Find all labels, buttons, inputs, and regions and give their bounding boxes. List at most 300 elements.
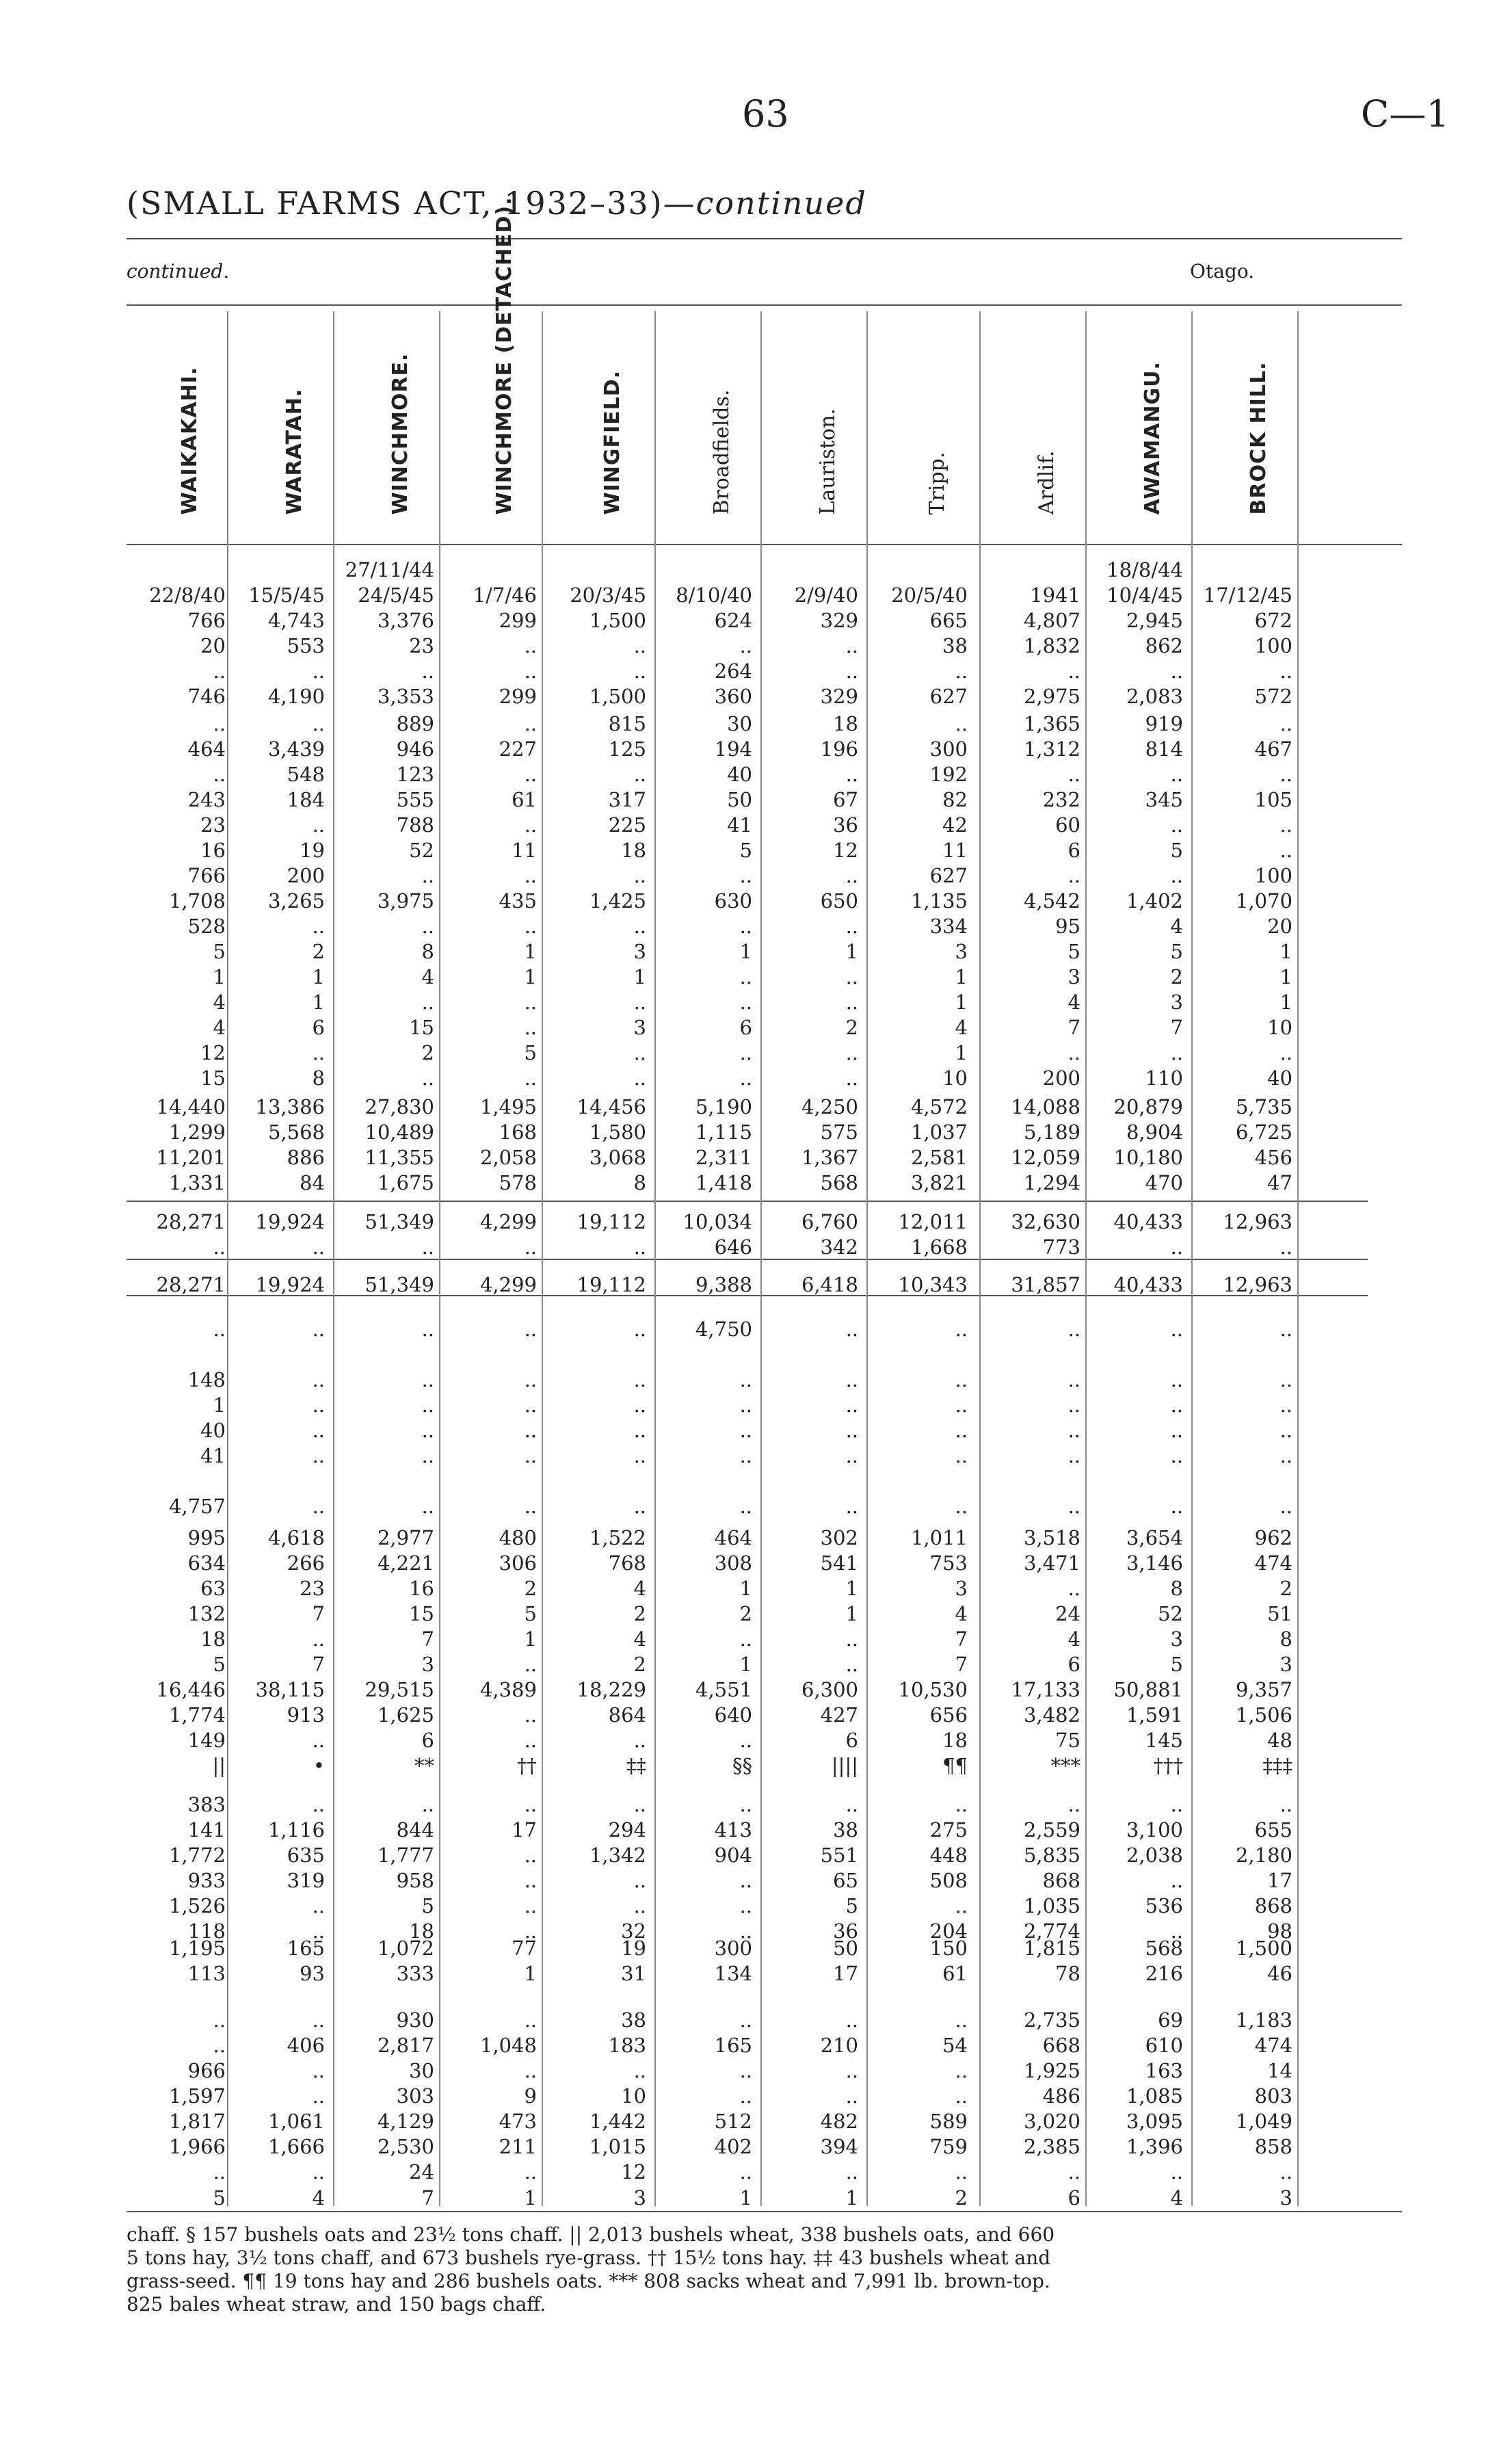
table-cell: .. bbox=[1170, 1419, 1183, 1442]
table-cell: 28,271 bbox=[156, 1210, 226, 1233]
table-cell: 4 bbox=[955, 1602, 968, 1625]
table-cell: 15/5/45 bbox=[248, 584, 325, 607]
table-cell: 5 bbox=[845, 1894, 858, 1917]
table-cell: 20 bbox=[200, 634, 226, 657]
block-column bbox=[764, 1317, 858, 1519]
table-cell: 32 bbox=[621, 1919, 646, 1943]
block-column bbox=[870, 1792, 968, 1944]
table-cell: .. bbox=[1067, 1444, 1080, 1467]
table-cell: .. bbox=[1279, 839, 1292, 862]
table-cell: 18 bbox=[200, 1627, 226, 1651]
table-cell: 20 bbox=[1267, 915, 1292, 938]
table-cell: 194 bbox=[714, 737, 752, 761]
table-cell: 14,440 bbox=[156, 1095, 226, 1118]
table-cell: .. bbox=[524, 2008, 537, 2032]
table-cell: 3 bbox=[1279, 2186, 1292, 2210]
table-cell: 858 bbox=[1254, 2135, 1292, 2158]
table-cell: 184 bbox=[287, 788, 325, 811]
header-bottom-rule bbox=[127, 544, 1402, 545]
table-cell: .. bbox=[312, 2008, 325, 2032]
table-cell: .. bbox=[524, 763, 537, 786]
table-cell: .. bbox=[421, 991, 434, 1014]
block-column bbox=[1089, 1792, 1183, 1944]
table-cell: 9,357 bbox=[1235, 1678, 1292, 1701]
table-cell: .. bbox=[1067, 1041, 1080, 1064]
table-cell: 11 bbox=[512, 839, 537, 862]
table-cell: 1,506 bbox=[1235, 1703, 1292, 1727]
table-cell: 4,129 bbox=[377, 2110, 434, 2133]
block-column bbox=[658, 1792, 752, 1944]
total-rule bbox=[127, 1201, 1368, 1202]
table-cell: 23 bbox=[300, 1577, 325, 1600]
table-cell: 1 bbox=[739, 1653, 752, 1676]
table-cell: 1,500 bbox=[589, 685, 646, 708]
block-column bbox=[230, 2186, 325, 2211]
table-cell: 266 bbox=[287, 1551, 325, 1575]
table-cell: 4 bbox=[1170, 2186, 1183, 2210]
table-cell: .. bbox=[955, 2084, 968, 2108]
table-cell: .. bbox=[524, 813, 537, 837]
block-column bbox=[336, 1209, 434, 1260]
table-cell: 541 bbox=[820, 1551, 858, 1575]
table-cell: 904 bbox=[714, 1844, 752, 1867]
table-cell: 41 bbox=[200, 1444, 226, 1467]
table-cell: 1,708 bbox=[168, 889, 226, 913]
table-cell bbox=[983, 1342, 1080, 1367]
block-column bbox=[1195, 2008, 1292, 2185]
table-cell: 192 bbox=[929, 763, 968, 786]
table-cell: 264 bbox=[714, 659, 752, 683]
table-cell: 63 bbox=[200, 1577, 226, 1600]
block-column bbox=[1089, 1936, 1183, 1987]
table-cell: 864 bbox=[608, 1703, 646, 1727]
table-cell: .. bbox=[524, 659, 537, 683]
table-cell: 3 bbox=[421, 1653, 434, 1676]
table-cell: 634 bbox=[187, 1551, 226, 1575]
table-cell: .. bbox=[1170, 1318, 1183, 1341]
column-header bbox=[1193, 328, 1299, 540]
block-column bbox=[1195, 1272, 1292, 1298]
table-cell: 1,675 bbox=[377, 1171, 434, 1194]
table-cell bbox=[1195, 558, 1292, 583]
block-column bbox=[1195, 1936, 1292, 1987]
table-cell: .. bbox=[955, 1393, 968, 1417]
table-cell: 627 bbox=[929, 685, 968, 708]
table-cell: .. bbox=[312, 1368, 325, 1391]
table-cell: 1 bbox=[1279, 940, 1292, 963]
table-cell: 650 bbox=[820, 889, 858, 913]
table-cell: .. bbox=[955, 712, 968, 735]
table-cell: 60 bbox=[1055, 813, 1080, 837]
table-cell: 3 bbox=[1170, 991, 1183, 1014]
table-cell: .. bbox=[312, 1729, 325, 1752]
block-column bbox=[545, 1936, 646, 1987]
table-cell: 3 bbox=[633, 940, 646, 963]
table-cell: 50 bbox=[833, 1937, 858, 1960]
table-cell: 2,977 bbox=[377, 1526, 434, 1549]
table-cell: 19,924 bbox=[255, 1210, 325, 1233]
table-cell: .. bbox=[1067, 864, 1080, 887]
table-cell: .. bbox=[1067, 2160, 1080, 2184]
table-cell: 5,190 bbox=[695, 1095, 752, 1118]
table-cell: 13,386 bbox=[255, 1095, 325, 1118]
table-cell: .. bbox=[739, 2084, 752, 2108]
column-header bbox=[656, 328, 762, 540]
table-cell: 640 bbox=[714, 1703, 752, 1727]
table-cell: .. bbox=[633, 864, 646, 887]
block-column bbox=[545, 558, 646, 709]
table-cell: .. bbox=[633, 1729, 646, 1752]
table-cell: .. bbox=[1067, 1577, 1080, 1600]
table-cell: 20,879 bbox=[1113, 1095, 1183, 1118]
table-cell: 125 bbox=[608, 737, 646, 761]
block-column bbox=[230, 1792, 325, 1944]
table-cell: 95 bbox=[1055, 915, 1080, 938]
column-divider bbox=[866, 311, 868, 2206]
table-cell: 2,817 bbox=[377, 2034, 434, 2057]
block-column bbox=[983, 558, 1080, 709]
block-column bbox=[983, 1792, 1080, 1944]
table-cell: .. bbox=[845, 1368, 858, 1391]
table-cell: .. bbox=[1279, 1793, 1292, 1816]
table-cell: 100 bbox=[1254, 634, 1292, 657]
table-cell: .. bbox=[1170, 864, 1183, 887]
block-column bbox=[658, 1272, 752, 1298]
table-cell: .. bbox=[312, 2084, 325, 2108]
table-cell: 12 bbox=[200, 1041, 226, 1064]
table-cell: ‡‡‡ bbox=[1262, 1754, 1292, 1777]
column-header bbox=[544, 328, 656, 540]
column-divider bbox=[979, 311, 981, 2206]
table-cell: 2,774 bbox=[1023, 1919, 1080, 1943]
block-column bbox=[658, 1936, 752, 1987]
table-cell bbox=[764, 1469, 858, 1494]
table-cell: 77 bbox=[512, 1937, 537, 1960]
table-cell: 1,591 bbox=[1126, 1703, 1183, 1727]
table-cell: .. bbox=[1067, 1793, 1080, 1816]
table-cell: 300 bbox=[714, 1937, 752, 1960]
table-cell: 1 bbox=[312, 991, 325, 1014]
table-cell: *** bbox=[1050, 1754, 1080, 1777]
table-cell: .. bbox=[739, 1368, 752, 1391]
table-cell: .. bbox=[739, 1869, 752, 1892]
table-cell: 75 bbox=[1055, 1729, 1080, 1752]
table-cell: 17 bbox=[512, 1818, 537, 1841]
table-cell: 225 bbox=[608, 813, 646, 837]
table-cell: 4 bbox=[633, 1577, 646, 1600]
table-cell: 30 bbox=[409, 2059, 434, 2082]
table-cell: 32,630 bbox=[1011, 1210, 1080, 1233]
block-column bbox=[764, 2008, 858, 2185]
table-cell: 294 bbox=[608, 1818, 646, 1841]
table-cell: .. bbox=[312, 1627, 325, 1651]
table-cell bbox=[764, 558, 858, 583]
table-cell: 3,376 bbox=[377, 609, 434, 632]
table-cell: 1,299 bbox=[168, 1120, 226, 1144]
table-cell: 200 bbox=[1042, 1066, 1080, 1090]
table-cell: 2,083 bbox=[1126, 685, 1183, 708]
table-cell: .. bbox=[1170, 1444, 1183, 1467]
table-cell: 646 bbox=[714, 1235, 752, 1259]
table-cell: 17/12/45 bbox=[1203, 584, 1292, 607]
table-cell: 2 bbox=[845, 1016, 858, 1039]
block-column bbox=[230, 1209, 325, 1260]
block-column bbox=[545, 1317, 646, 1519]
table-cell: .. bbox=[421, 915, 434, 938]
table-cell: 4,807 bbox=[1023, 609, 1080, 632]
block-column bbox=[230, 558, 325, 709]
table-cell: 243 bbox=[187, 788, 226, 811]
table-cell: 480 bbox=[499, 1526, 537, 1549]
table-cell: .. bbox=[845, 1627, 858, 1651]
table-cell: 14,456 bbox=[576, 1095, 646, 1118]
block-column bbox=[870, 1525, 968, 1779]
table-cell bbox=[983, 1469, 1080, 1494]
table-cell: .. bbox=[955, 659, 968, 683]
block-column bbox=[1195, 1792, 1292, 1944]
table-cell: 1 bbox=[524, 965, 537, 988]
table-cell: || bbox=[212, 1754, 226, 1777]
table-cell: .. bbox=[1279, 1041, 1292, 1064]
table-cell: .. bbox=[421, 1318, 434, 1341]
table-cell: 19,112 bbox=[576, 1210, 646, 1233]
table-cell: 110 bbox=[1145, 1066, 1183, 1090]
table-cell: .. bbox=[312, 1894, 325, 1917]
table-cell: 5 bbox=[213, 2186, 226, 2210]
table-cell: 1,195 bbox=[168, 1937, 226, 1960]
table-cell: 383 bbox=[187, 1793, 226, 1816]
table-cell: 862 bbox=[1145, 634, 1183, 657]
table-cell: .. bbox=[524, 1869, 537, 1892]
table-cell: .. bbox=[1170, 1393, 1183, 1417]
table-cell: 2,038 bbox=[1126, 1844, 1183, 1867]
table-cell: 12,963 bbox=[1223, 1210, 1292, 1233]
table-cell: .. bbox=[213, 1235, 226, 1259]
table-cell: 610 bbox=[1145, 2034, 1183, 2057]
table-cell: 200 bbox=[287, 864, 325, 887]
table-cell: 1 bbox=[213, 1393, 226, 1417]
table-cell: 1,049 bbox=[1235, 2110, 1292, 2133]
column-divider bbox=[542, 311, 543, 2206]
footnote-line: 825 bales wheat straw, and 150 bags chaff. bbox=[127, 2293, 546, 2316]
block-column bbox=[230, 2008, 325, 2185]
table-cell: .. bbox=[1279, 1368, 1292, 1391]
block-column bbox=[1089, 558, 1183, 709]
block-column bbox=[870, 1936, 968, 1987]
header-top-rule bbox=[127, 304, 1402, 306]
table-cell: 4,250 bbox=[801, 1095, 858, 1118]
table-cell: 467 bbox=[1254, 737, 1292, 761]
table-cell: 427 bbox=[820, 1703, 858, 1727]
table-cell: 54 bbox=[942, 2034, 968, 2057]
table-cell: .. bbox=[633, 1869, 646, 1892]
table-cell: 2,945 bbox=[1126, 609, 1183, 632]
table-cell: 4 bbox=[213, 1016, 226, 1039]
footnotes bbox=[127, 2223, 1426, 2316]
block-column bbox=[545, 1209, 646, 1260]
block-column bbox=[545, 1095, 646, 1196]
table-cell: 470 bbox=[1145, 1171, 1183, 1194]
table-cell: 18 bbox=[942, 1729, 968, 1752]
table-cell: .. bbox=[739, 634, 752, 657]
table-cell: .. bbox=[524, 712, 537, 735]
table-cell: 11,201 bbox=[156, 1146, 226, 1169]
table-cell: .. bbox=[955, 2008, 968, 2032]
table-cell: 1,048 bbox=[479, 2034, 537, 2057]
table-cell: 61 bbox=[942, 1962, 968, 1985]
table-cell: .. bbox=[312, 1318, 325, 1341]
table-cell: .. bbox=[845, 659, 858, 683]
block-column bbox=[983, 1209, 1080, 1260]
table-cell: .. bbox=[1170, 1368, 1183, 1391]
table-cell: .. bbox=[955, 2059, 968, 2082]
table-cell: 2 bbox=[633, 1653, 646, 1676]
table-cell: 3,482 bbox=[1023, 1703, 1080, 1727]
table-cell: 1,774 bbox=[168, 1703, 226, 1727]
table-cell: 38 bbox=[621, 2008, 646, 2032]
table-cell: .. bbox=[312, 1495, 325, 1518]
table-cell: .. bbox=[633, 1894, 646, 1917]
table-cell: 2 bbox=[633, 1602, 646, 1625]
table-cell: 5 bbox=[524, 1602, 537, 1625]
table-cell: 300 bbox=[929, 737, 968, 761]
table-cell: 52 bbox=[1158, 1602, 1183, 1625]
table-cell: 2,311 bbox=[695, 1146, 752, 1169]
table-cell: 4,542 bbox=[1023, 889, 1080, 913]
block-column bbox=[336, 1936, 434, 1987]
table-cell: 551 bbox=[820, 1844, 858, 1867]
table-cell: 886 bbox=[287, 1146, 325, 1169]
table-cell: .. bbox=[845, 634, 858, 657]
page-number: 63 bbox=[742, 92, 789, 135]
table-cell: 1/7/46 bbox=[473, 584, 537, 607]
table-cell: 589 bbox=[929, 2110, 968, 2133]
table-cell: 17 bbox=[1267, 1869, 1292, 1892]
table-cell: 8 bbox=[1279, 1627, 1292, 1651]
table-cell: 7 bbox=[955, 1653, 968, 1676]
table-cell: 958 bbox=[396, 1869, 434, 1892]
table-cell: 308 bbox=[714, 1551, 752, 1575]
table-cell: .. bbox=[845, 965, 858, 988]
table-cell: .. bbox=[633, 1793, 646, 1816]
table-cell: .. bbox=[845, 991, 858, 1014]
table-cell: .. bbox=[739, 1627, 752, 1651]
table-cell: 474 bbox=[1254, 1551, 1292, 1575]
table-cell: 655 bbox=[1254, 1818, 1292, 1841]
block-column bbox=[442, 558, 537, 709]
table-cell: 4 bbox=[633, 1627, 646, 1651]
table-cell: .. bbox=[1170, 1919, 1183, 1943]
column-header-label: WINCHMORE (DETACHED). bbox=[492, 196, 516, 515]
column-divider bbox=[760, 311, 762, 2206]
table-cell bbox=[1089, 1469, 1183, 1494]
table-cell: 4 bbox=[1067, 991, 1080, 1014]
table-cell: .. bbox=[845, 1495, 858, 1518]
table-cell: 1,035 bbox=[1023, 1894, 1080, 1917]
table-cell: 342 bbox=[820, 1235, 858, 1259]
column-divider bbox=[1191, 311, 1193, 2206]
table-cell: ¶¶ bbox=[942, 1754, 968, 1777]
table-cell: 82 bbox=[942, 788, 968, 811]
table-cell: 4,299 bbox=[479, 1210, 537, 1233]
column-header-label: BROCK HILL. bbox=[1246, 361, 1271, 515]
table-cell: 1,777 bbox=[377, 1844, 434, 1867]
table-cell: 4 bbox=[213, 991, 226, 1014]
column-header-label: AWAMANGU. bbox=[1140, 361, 1165, 515]
table-cell: 168 bbox=[499, 1120, 537, 1144]
table-cell: 17 bbox=[833, 1962, 858, 1985]
table-cell: 216 bbox=[1145, 1962, 1183, 1985]
table-cell: 1,396 bbox=[1126, 2135, 1183, 2158]
block-column bbox=[1195, 1209, 1292, 1260]
block-column bbox=[230, 1936, 325, 1987]
table-cell: 3,821 bbox=[910, 1171, 968, 1194]
table-cell: 12,059 bbox=[1011, 1146, 1080, 1169]
table-cell: 51 bbox=[1267, 1602, 1292, 1625]
table-cell: 5,568 bbox=[267, 1120, 325, 1144]
table-cell: 1 bbox=[739, 1577, 752, 1600]
table-cell: 24/5/45 bbox=[358, 584, 434, 607]
table-cell: 919 bbox=[1145, 712, 1183, 735]
table-cell: 145 bbox=[1145, 1729, 1183, 1752]
table-cell: 962 bbox=[1254, 1526, 1292, 1549]
table-cell: 12 bbox=[621, 2160, 646, 2184]
block-column bbox=[870, 2186, 968, 2211]
table-cell: .. bbox=[421, 1444, 434, 1467]
table-cell: 36 bbox=[833, 813, 858, 837]
table-cell: 36 bbox=[833, 1919, 858, 1943]
block-column bbox=[128, 1209, 226, 1260]
table-cell bbox=[128, 1469, 226, 1494]
column-header bbox=[335, 328, 441, 540]
table-cell: 16 bbox=[409, 1577, 434, 1600]
table-cell: 2,735 bbox=[1023, 2008, 1080, 2032]
block-column bbox=[1195, 2186, 1292, 2211]
table-cell: 3,100 bbox=[1126, 1818, 1183, 1841]
block-column bbox=[336, 1095, 434, 1196]
table-cell: 1 bbox=[633, 965, 646, 988]
table-cell: 474 bbox=[1254, 2034, 1292, 2057]
table-cell: 18 bbox=[409, 1919, 434, 1943]
block-column bbox=[1195, 1095, 1292, 1196]
table-cell: .. bbox=[524, 1495, 537, 1518]
table-cell: 8,904 bbox=[1126, 1120, 1183, 1144]
table-cell: .. bbox=[1067, 659, 1080, 683]
table-cell: .. bbox=[633, 1393, 646, 1417]
table-cell: 69 bbox=[1158, 2008, 1183, 2032]
table-cell: 196 bbox=[820, 737, 858, 761]
block-column bbox=[870, 558, 968, 709]
sheet-reference: C—1 bbox=[1361, 92, 1450, 135]
table-cell: 406 bbox=[287, 2034, 325, 2057]
table-cell: 40 bbox=[200, 1419, 226, 1442]
block-column bbox=[128, 2186, 226, 2211]
table-cell: 1,085 bbox=[1126, 2084, 1183, 2108]
table-cell: 753 bbox=[929, 1551, 968, 1575]
table-cell: 31,857 bbox=[1011, 1273, 1080, 1296]
table-cell: .. bbox=[739, 1041, 752, 1064]
table-cell: 18,229 bbox=[576, 1678, 646, 1701]
table-cell: 84 bbox=[300, 1171, 325, 1194]
table-cell: .. bbox=[633, 915, 646, 938]
table-cell: 1,331 bbox=[168, 1171, 226, 1194]
table-cell: 2 bbox=[1279, 1577, 1292, 1600]
table-cell: .. bbox=[1279, 763, 1292, 786]
block-column bbox=[658, 2186, 752, 2211]
table-cell: 413 bbox=[714, 1818, 752, 1841]
table-cell: 4,221 bbox=[377, 1551, 434, 1575]
block-column bbox=[870, 1317, 968, 1519]
